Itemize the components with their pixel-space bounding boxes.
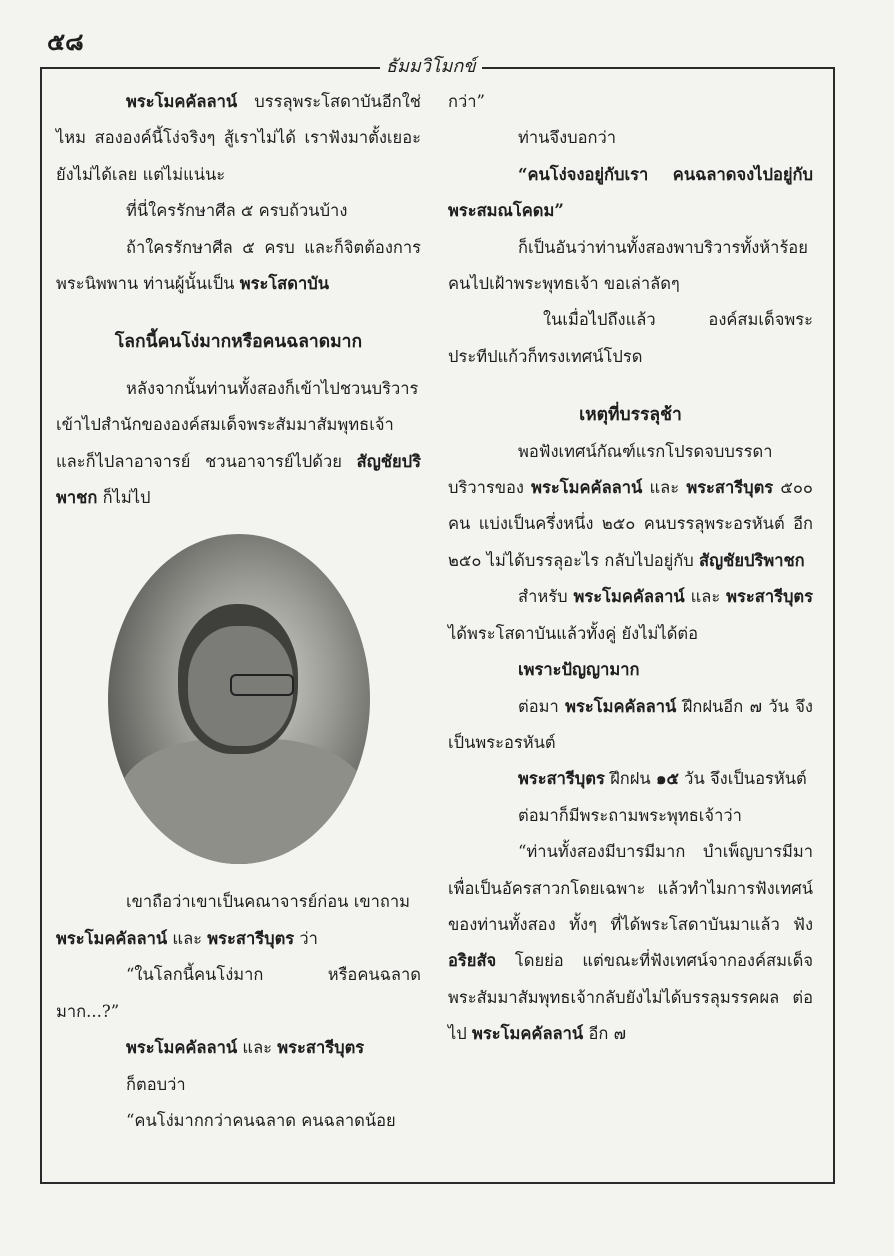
paragraph: ก็ตอบว่า — [126, 1074, 186, 1094]
paragraph: พระโมคคัลลาน์ บรรลุพระโสดาบันอีกใช่ไหม สององค์นี้โง่จริงๆ สู้เราไม่ได้ เราฟังมาตั้งเยอะยังไม่ได้เลย แต่ไม่แน่นะ — [56, 92, 421, 184]
monk-portrait-photo — [108, 534, 370, 864]
quote: “คนโง่จงอยู่กับเรา คนฉลาดจงไปอยู่กับพระสมณโคดม” — [448, 164, 813, 221]
quote: “คนโง่มากกว่าคนฉลาด คนฉลาดน้อย — [126, 1110, 396, 1130]
paragraph: ท่านจึงบอกว่า — [518, 128, 617, 148]
quote: “ในโลกนี้คนโง่มาก หรือคนฉลาดมาก...?” — [56, 965, 421, 1021]
section-heading: โลกนี้คนโง่มากหรือคนฉลาดมาก — [114, 332, 363, 353]
paragraph: เขาถือว่าเขาเป็นคณาจารย์ก่อน เขาถาม — [126, 892, 411, 912]
paragraph: ในเมื่อไปถึงแล้ว องค์สมเด็จพระประทีปแก้วก็ทรงเทศน์โปรด — [448, 310, 813, 366]
section-heading: เหตุที่บรรลุช้า — [579, 405, 682, 426]
paragraph: ก็เป็นอันว่าท่านทั้งสองพาบริวารทั้งห้าร้อยคนไปเฝ้าพระพุทธเจ้า ขอเล่าลัดๆ — [448, 237, 808, 294]
paragraph: พระสารีบุตร ฝึกฝน ๑๕ วัน จึงเป็นอรหันต์ — [518, 769, 807, 789]
paragraph: พระโมคคัลลาน์ และ พระสารีบุตร — [126, 1038, 365, 1058]
right-column — [448, 84, 813, 1053]
left-column — [56, 84, 421, 1139]
quote: “ท่านทั้งสองมีบารมีมาก บำเพ็ญบารมีมาเพื่อเป็นอัครสาวกโดยเฉพาะ แล้วทำไมการฟังเทศน์ของท่านทั้งสอง ทั้งๆ ที่ได้พระโสดาบันมาแล้ว ฟัง อริยสัจ โดยย่อ แต่ขณะที่ฟังเทศน์จากองค์สมเด็จพระสัมมาสัมพุทธเจ้ากลับยังไม่ได้บรรลุมรรคผล ต่อไป พระโมคคัลลาน์ อีก ๗ — [448, 842, 813, 1044]
quote: กว่า” — [448, 92, 485, 111]
paragraph: เพราะปัญญามาก — [518, 660, 640, 680]
header-title: ธัมมวิโมกข์ — [380, 51, 482, 80]
paragraph: พระโมคคัลลาน์ และ พระสารีบุตร ว่า — [56, 928, 318, 948]
paragraph: ถ้าใครรักษาศีล ๕ ครบ และก็จิตต้องการพระนิพพาน ท่านผู้นั้นเป็น พระโสดาบัน — [56, 237, 421, 294]
page-number: ๕๘ — [47, 27, 84, 56]
paragraph: ต่อมาก็มีพระถามพระพุทธเจ้าว่า — [518, 805, 742, 825]
paragraph: สำหรับ พระโมคคัลลาน์ และ พระสารีบุตร ได้พระโสดาบันแล้วทั้งคู่ ยังไม่ได้ต่อ — [448, 587, 813, 643]
paragraph: ต่อมา พระโมคคัลลาน์ ฝึกฝนอีก ๗ วัน จึงเป็นพระอรหันต์ — [448, 696, 813, 752]
paragraph: พอฟังเทศน์กัณฑ์แรกโปรดจบบรรดาบริวารของ พระโมคคัลลาน์ และ พระสารีบุตร ๕๐๐ คน แบ่งเป็นครึ่งหนึ่ง ๒๕๐ คนบรรลุพระอรหันต์ อีก ๒๕๐ ไม่ได้บรรลุอะไร กลับไปอยู่กับ สัญชัยปริพาชก — [448, 441, 813, 570]
paragraph: หลังจากนั้นท่านทั้งสองก็เข้าไปชวนบริวาร เข้าไปสำนักขององค์สมเด็จพระสัมมาสัมพุทธเจ้า และก็ไปลาอาจารย์ ชวนอาจารย์ไปด้วย สัญชัยปริพาชก ก็ไม่ไป — [56, 378, 421, 508]
paragraph: ที่นี่ใครรักษาศีล ๕ ครบถ้วนบ้าง — [126, 201, 348, 221]
